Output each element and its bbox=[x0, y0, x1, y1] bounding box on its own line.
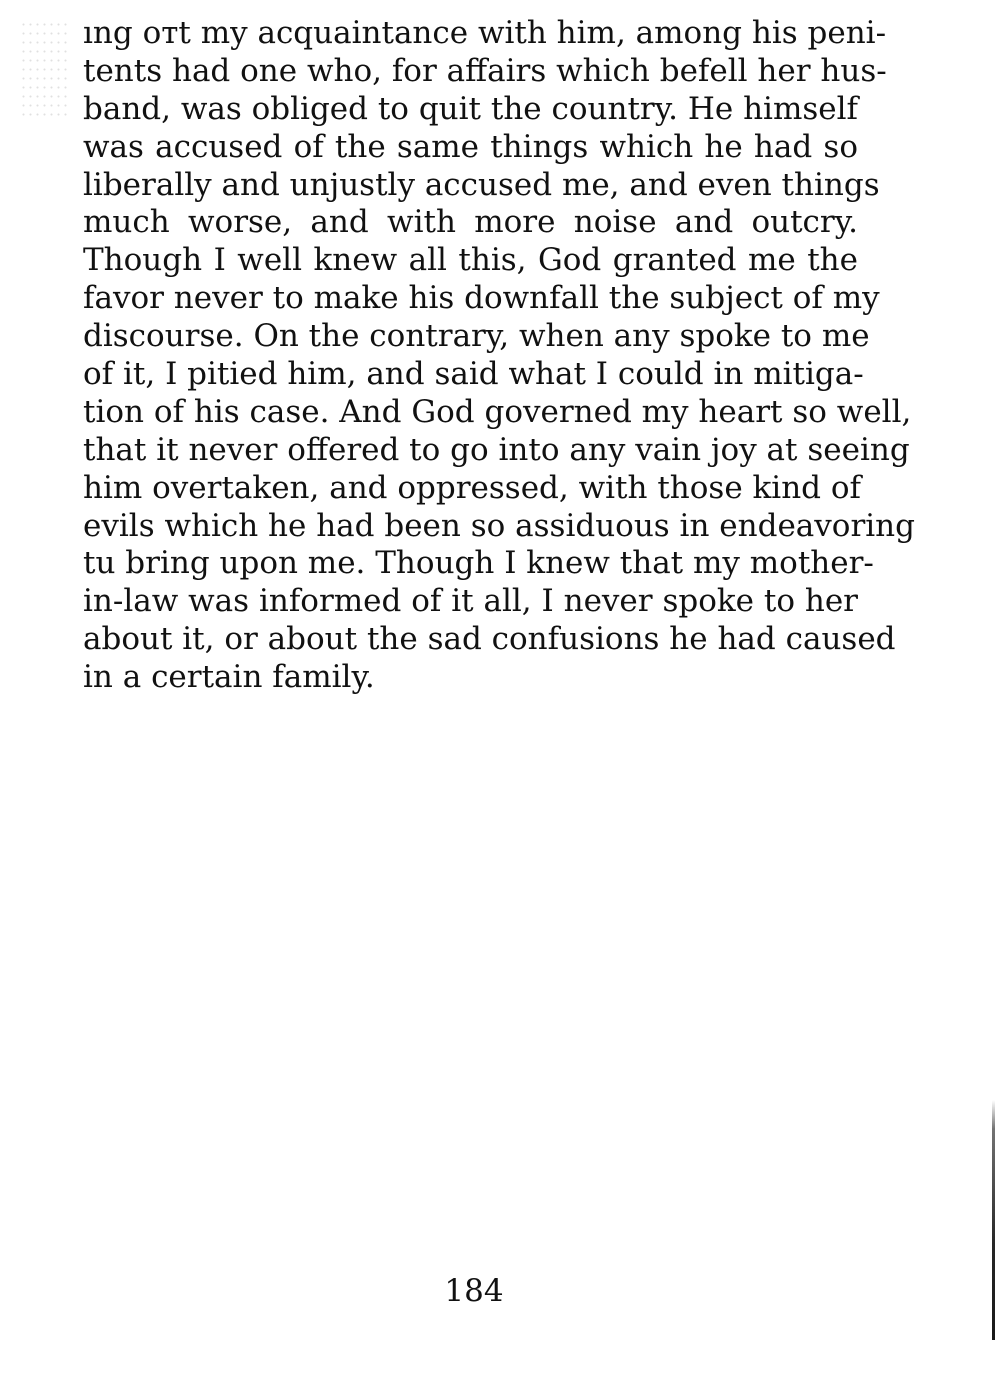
text-line: him overtaken, and oppressed, with those kind of bbox=[83, 469, 862, 506]
text-line: favor never to make his downfall the subject of my bbox=[83, 280, 880, 317]
text-line: band, was obliged to quit the country. He himself bbox=[83, 90, 858, 127]
text-line: liberally and unjustly accused me, and even things bbox=[83, 166, 880, 203]
text-line: tion of his case. And God governed my heart so well, bbox=[83, 393, 912, 430]
text-line: about it, or about the sad confusions he had caused bbox=[83, 621, 896, 658]
text-line: of it, I pitied him, and said what I could in mitiga- bbox=[83, 356, 864, 393]
page-number: 184 bbox=[444, 1273, 504, 1309]
text-line: in-law was informed of it all, I never spoke to her bbox=[83, 583, 858, 620]
scan-edge-shadow bbox=[992, 1100, 995, 1340]
text-line: tents had one who, for affairs which befell her hus- bbox=[83, 52, 887, 89]
body-text bbox=[83, 15, 915, 697]
text-line: evils which he had been so assiduous in endeavoring bbox=[83, 507, 915, 544]
text-line: much worse, and with more noise and outcry. bbox=[83, 204, 858, 241]
scan-speckle-marks bbox=[20, 20, 70, 120]
text-line: discourse. On the contrary, when any spoke to me bbox=[83, 318, 870, 355]
text-line: tu bring upon me. Though I knew that my mother- bbox=[83, 545, 874, 582]
text-line: Though I well knew all this, God granted me the bbox=[83, 242, 858, 279]
text-line: ıng oтt my acquaintance with him, among his peni- bbox=[83, 15, 887, 51]
text-line: that it never offered to go into any vain joy at seeing bbox=[83, 431, 910, 468]
text-line-last: in a certain family. bbox=[83, 659, 375, 696]
text-line: was accused of the same things which he had so bbox=[83, 128, 858, 165]
